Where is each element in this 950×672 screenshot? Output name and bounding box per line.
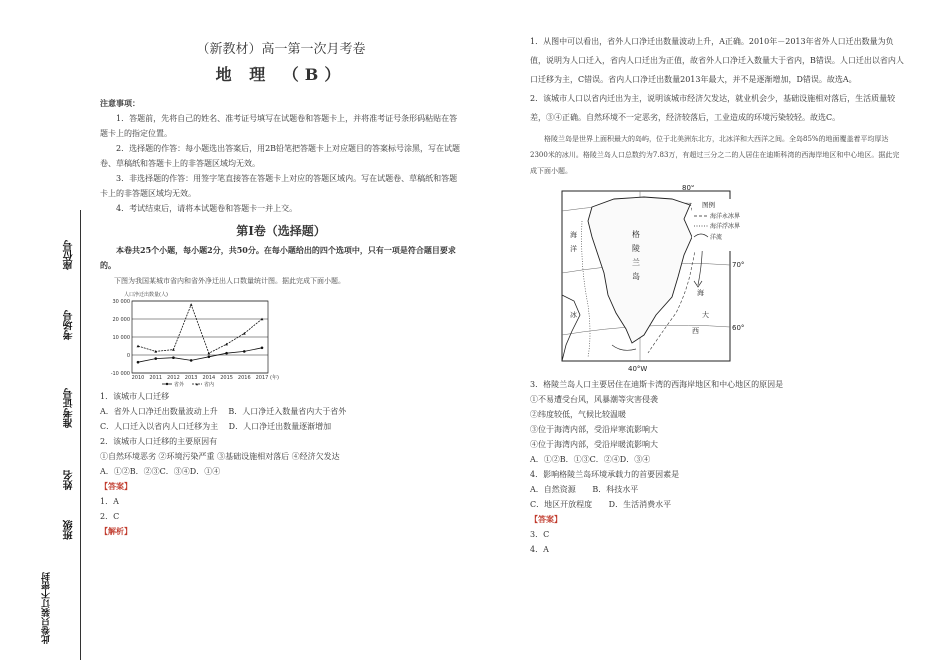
binding-line — [80, 210, 81, 660]
q3-stem: 3．格陵兰岛人口主要居住在迪斯卡湾的西海岸地区和中心地区的原因是 — [530, 380, 784, 389]
legend-series-2: 省内 — [204, 382, 215, 388]
data-point-series-2 — [207, 352, 210, 355]
legend-perm-ice: 海洋永冰界 — [710, 213, 741, 220]
data-point-series-1 — [243, 350, 246, 353]
q1-option-c[interactable]: C．人口迁入以省内人口迁移为主 — [100, 422, 219, 431]
ticket-number-label: 准考证号 — [64, 388, 75, 428]
exam-title: 地 理 （B） — [215, 65, 347, 84]
seat-label: 座位号 — [64, 240, 75, 270]
analysis-1: 1．从图中可以看出，省外人口净迁出数量波动上升，A正确。2010年－2013年省外人口迁出数量为负值，说明为人口迁入，省内人口迁出为正值，故省外人口净迁入数量大于省内，B错误。人口迁出以省内人口迁移为主，C错误。省内人口净迁出数量2013年最大，并不是逐渐增加，D错误。故选A。 — [530, 37, 904, 84]
q4-option-c[interactable]: C．地区开放程度 — [530, 500, 593, 509]
x-tick-label: 2012 — [167, 375, 180, 381]
data-point-series-1 — [190, 359, 193, 362]
exam-subtitle: （新教材）高一第一次月考卷 — [196, 42, 366, 57]
x-unit-label: (年) — [270, 375, 279, 381]
q1-options-row1 — [100, 404, 462, 419]
chart-legend — [162, 381, 214, 388]
q3-item: ③位于海湾内部，受沿岸寒流影响大 — [530, 425, 658, 434]
y-tick-label: -10 000 — [110, 370, 130, 377]
q4-option-d[interactable]: D．生活消费水平 — [608, 500, 672, 509]
analysis-2: 2．该城市人口以省内迁出为主，说明该城市经济欠发达，就业机会少，基础设施相对落后，生活质量较差，③④正确。自然环境不一定恶劣，经济较落后，工业造成的环境污染较轻。故选C。 — [530, 94, 896, 122]
x-tick-label: 2017 — [255, 375, 269, 381]
q2-options[interactable]: A．①②B．②③C．③④D．①④ — [100, 467, 221, 476]
legend-title: 图例 — [702, 201, 715, 209]
x-tick-label: 2016 — [237, 375, 251, 381]
data-point-series-1 — [172, 356, 175, 359]
greenland-map — [552, 185, 762, 375]
q1-option-b[interactable]: B．人口净迁入数量省内大于省外 — [228, 407, 347, 416]
map-label-lan: 兰 — [632, 258, 640, 267]
series-line-2 — [138, 305, 262, 354]
q4-stem: 4．影响格陵兰岛环境承载力的首要因素是 — [530, 470, 680, 479]
q4-option-b[interactable]: B．科技水平 — [592, 485, 639, 494]
q3-item: ④位于海湾内部，受沿岸暖流影响大 — [530, 440, 658, 449]
lon-40w-label: 40°W — [628, 365, 648, 373]
q3-options[interactable]: A．①②B．①③C．②④D．③④ — [530, 455, 651, 464]
map-label-ling: 陵 — [632, 244, 640, 253]
q3-item: ②纬度较低，气候比较温暖 — [530, 410, 626, 419]
map-label-ge: 格 — [632, 230, 640, 239]
class-label: 班级 — [64, 520, 75, 540]
q4-options-row2 — [530, 497, 905, 512]
q2-stem: 2．该城市人口迁移的主要原因有 — [100, 437, 218, 446]
notice-heading: 注意事项： — [100, 98, 140, 108]
map-label-bing: 冰 — [570, 311, 577, 319]
legend-series-1: 省外 — [174, 382, 185, 388]
legend-float-ice: 海洋浮冰界 — [710, 223, 741, 230]
answer-label-right: 【答案】 — [530, 514, 562, 524]
chart-title: 人口净迁出数量(人) — [124, 292, 168, 298]
migration-chart — [100, 289, 290, 389]
data-point-series-2 — [172, 348, 175, 351]
section-title: 第Ⅰ卷（选择题） — [236, 224, 326, 238]
x-tick-label: 2014 — [202, 375, 216, 381]
answer-2: 2．C — [100, 512, 120, 521]
q1-options-row2 — [100, 419, 462, 434]
x-tick-label: 2011 — [149, 375, 163, 381]
left-column — [100, 42, 462, 539]
lat-70-label: 70° — [732, 261, 745, 269]
map-label-xi: 西 — [692, 327, 699, 335]
notice-item: 1．答题前，先将自己的姓名、准考证号填写在试题卷和答题卡上，并将准考证号条形码粘贴在答题卡上的指定位置。 — [100, 114, 458, 138]
x-tick-label: 2013 — [184, 375, 198, 381]
notice-item: 2．选择题的作答：每小题选出答案后，用2B铅笔把答题卡上对应题目的答案标号涂黑，写在试题卷、草稿纸和答题卡上的非答题区域均无效。 — [100, 144, 461, 168]
map-label-da: 大 — [702, 311, 709, 319]
notice-item: 3．非选择题的作答：用签字笔直接答在答题卡上对应的答题区域内。写在试题卷、草稿纸和答题卡上的非答题区域均无效。 — [100, 174, 458, 198]
data-point-series-1 — [154, 357, 157, 360]
exam-room-label: 考场号 — [64, 310, 75, 340]
q2-items: ①自然环境恶劣 ②环境污染严重 ③基础设施相对落后 ④经济欠发达 — [100, 452, 340, 461]
q1-option-a[interactable]: A．省外人口净迁出数量波动上升 — [100, 407, 218, 416]
x-tick-label: 2015 — [220, 375, 233, 381]
map-label-yang-w: 洋 — [570, 245, 577, 253]
y-tick-label: 10 000 — [112, 334, 130, 341]
lat-80-label: 80° — [682, 185, 695, 192]
q1-option-d[interactable]: D．人口净迁出数量逐渐增加 — [228, 422, 332, 431]
answer-3: 3．C — [530, 530, 550, 539]
x-tick-label: 2010 — [131, 375, 145, 381]
y-tick-label: 30 000 — [112, 298, 130, 305]
answer-1: 1．A — [100, 497, 119, 506]
y-tick-label: 20 000 — [112, 316, 130, 323]
data-point-series-2 — [190, 303, 193, 306]
y-tick-label: 0 — [126, 352, 130, 359]
notice-item: 4．考试结束后，请将本试题卷和答题卡一并上交。 — [116, 204, 298, 213]
section-intro: 本卷共25个小题，每小题2分，共50分。在每小题给出的四个选项中，只有一项是符合题目要求的。 — [100, 245, 456, 270]
name-label: 姓名 — [64, 470, 75, 490]
data-point-series-1 — [261, 347, 264, 350]
q4-option-a[interactable]: A．自然资源 — [530, 485, 576, 494]
answer-4: 4．A — [530, 545, 549, 554]
data-point-series-1 — [137, 361, 140, 364]
map-label-hai-w: 海 — [570, 231, 577, 239]
right-column — [530, 32, 905, 557]
q1-stem: 1．该城市人口迁移 — [100, 392, 170, 401]
legend-current: 洋流 — [710, 234, 723, 241]
seal-notice: 此卷只装订不密封 — [42, 572, 52, 644]
data-point-series-1 — [225, 352, 228, 355]
greenland-lead: 格陵兰岛是世界上面积最大的岛屿，位于北美洲东北方，北冰洋和大西洋之间。全岛85%的地面覆盖着平均厚达2300米的冰川。格陵兰岛人口总数约为7.83万，有超过三分之二的人居住在迪斯科湾的西海岸地区和中心地区。据此完成下面小题。 — [530, 135, 900, 175]
answer-label: 【答案】 — [100, 481, 132, 491]
q4-options-row1 — [530, 482, 905, 497]
q3-item: ①不易遭受台风，风暴潮等灾害侵袭 — [530, 395, 658, 404]
data-point-series-1 — [208, 356, 211, 359]
analysis-label: 【解析】 — [100, 526, 132, 536]
map-label-hai-e: 海 — [697, 289, 704, 297]
lat-60-label: 60° — [732, 324, 745, 332]
chart-lead: 下图为我国某城市省内和省外净迁出人口数量统计图。据此完成下面小题。 — [114, 277, 345, 285]
map-label-dao: 岛 — [632, 272, 640, 281]
